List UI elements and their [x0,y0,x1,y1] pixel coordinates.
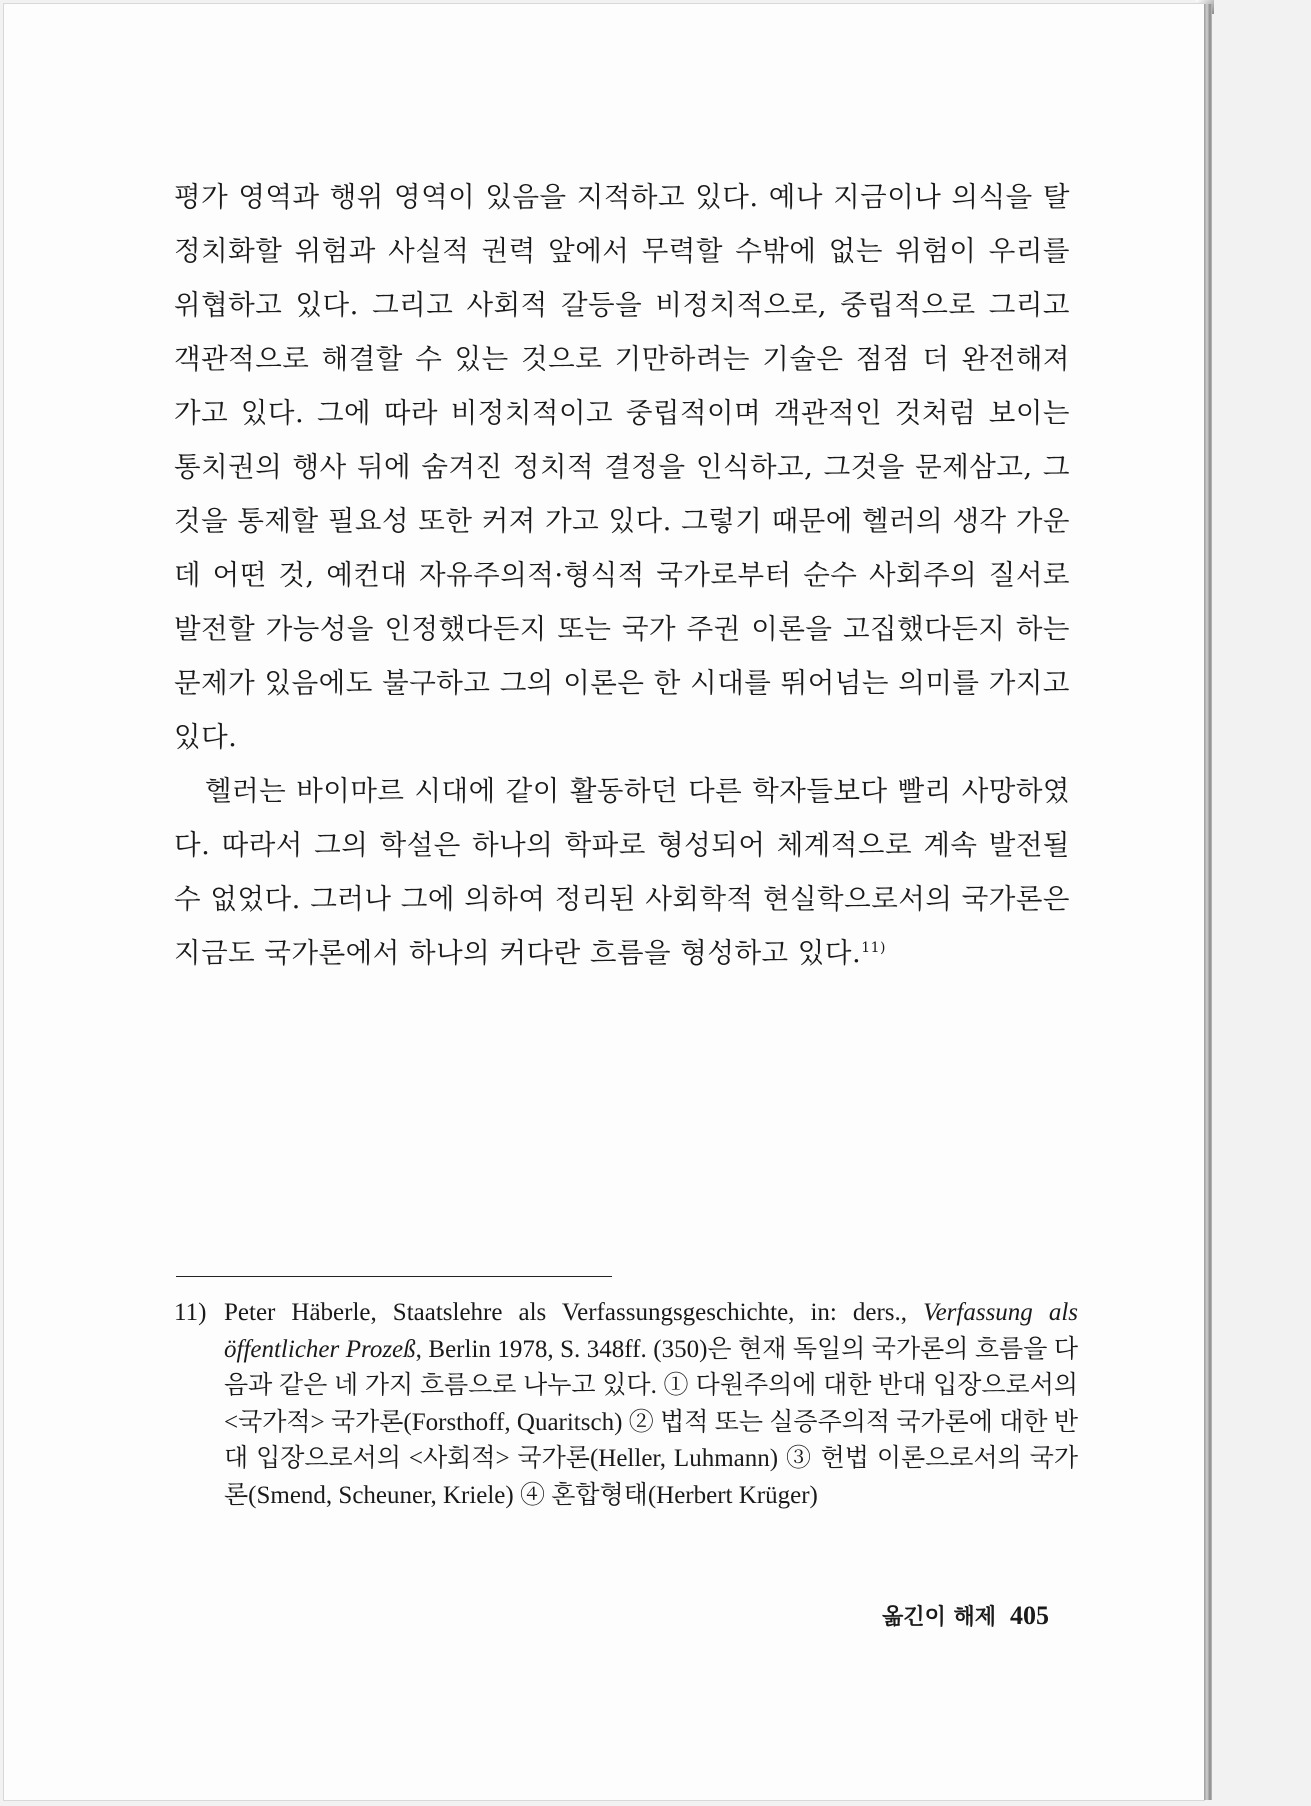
footnote-reference: 11) [861,939,886,956]
footnote [174,1295,1078,1514]
footnote-number: 11) [174,1299,207,1326]
paragraph-2 [174,764,1070,980]
footnote-text [224,1295,1078,1514]
page-number: 405 [1010,1601,1049,1630]
footnote-divider [176,1276,612,1277]
section-title: 옮긴이 해제 [882,1605,996,1630]
footnote-book-title: Verfassung als öffentlicher Prozeß [224,1299,1078,1363]
footnote-citation: Peter Häberle, Staatslehre als Verfassungsgeschichte, in: ders., [224,1299,924,1326]
body-text [174,170,1070,980]
footnote-commentary: , Berlin 1978, S. 348ff. (350)은 현재 독일의 국가론의 흐름을 다음과 같은 네 가지 흐름으로 나누고 있다. ① 다원주의에 대한 반대 입장으로서의 <국가적> 국가론(Forsthoff, Quaritsch) ② 법적 또는 실증주의적 국가론에 대한 반대 입장으로서의 <사회적> 국가론(Heller, Luhmann) ③ 헌법 이론으로서의 국가론(Smend, Scheuner, Kriele) ④ 혼합형태(Herbert Krüger) [224,1335,1078,1509]
book-page [4,4,1204,1800]
paragraph-2-text: 헬러는 바이마르 시대에 같이 활동하던 다른 학자들보다 빨리 사망하였다. 따라서 그의 학설은 하나의 학파로 형성되어 체계적으로 계속 발전될 수 없었다. 그러나 그에 의하여 정리된 사회학적 현실학으로서의 국가론은 지금도 국가론에서 하나의 커다란 흐름을 형성하고 있다. [174,775,1070,969]
paragraph-1: 평가 영역과 행위 영역이 있음을 지적하고 있다. 예나 지금이나 의식을 탈정치화할 위험과 사실적 권력 앞에서 무력할 수밖에 없는 위험이 우리를 위협하고 있다. 그리고 사회적 갈등을 비정치적으로, 중립적으로 그리고 객관적으로 해결할 수 있는 것으로 기만하려는 기술은 점점 더 완전해져 가고 있다. 그에 따라 비정치적이고 중립적이며 객관적인 것처럼 보이는 통치권의 행사 뒤에 숨겨진 정치적 결정을 인식하고, 그것을 문제삼고, 그것을 통제할 필요성 또한 커져 가고 있다. 그렇기 때문에 헬러의 생각 가운데 어떤 것, 예컨대 자유주의적·형식적 국가로부터 순수 사회주의 질서로 발전할 가능성을 인정했다든지 또는 국가 주권 이론을 고집했다든지 하는 문제가 있음에도 불구하고 그의 이론은 한 시대를 뛰어넘는 의미를 가지고 있다. [174,181,1070,753]
page-edge [1204,4,1212,1800]
running-footer [834,1600,1049,1631]
